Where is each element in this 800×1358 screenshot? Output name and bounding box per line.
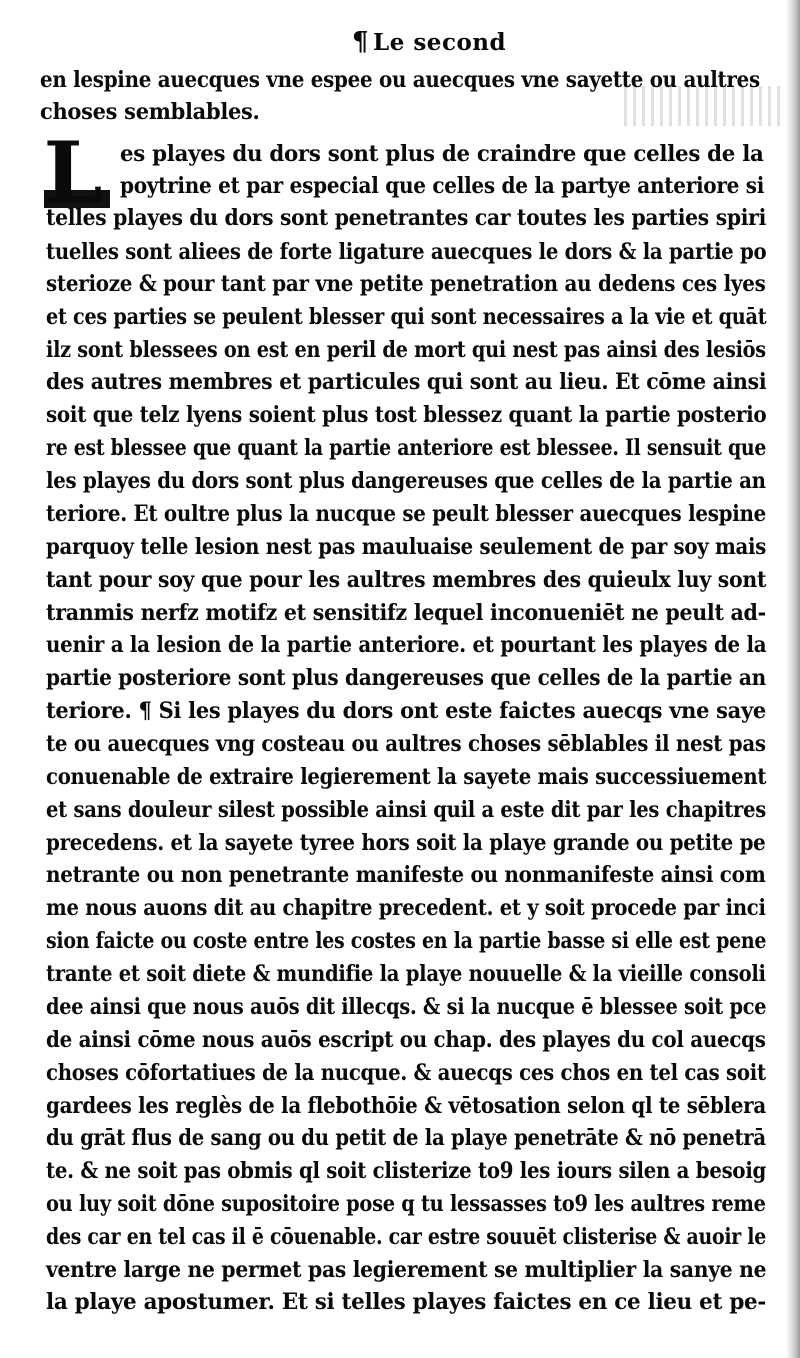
text-line: telles playes du dors sont penetrantes car toutes les parties spiri: [46, 205, 767, 231]
text-line: ilz sont blessees on est en peril de mort qui nest pas ainsi des lesiōs: [46, 337, 766, 363]
text-line: soit que telz lyens soient plus tost blessez quant la partie posterio: [46, 402, 767, 428]
pilcrow-mark: ¶: [352, 27, 370, 57]
text-line: gardees les reglès de la flebothōie & vētosation selon ql te sēblera: [46, 1093, 766, 1119]
text-line: sterioze & pour tant par vne petite penetration au dedens ces lyes: [46, 271, 766, 297]
text-line: te. & ne soit pas obmis ql soit clisterize to9 les iours silen a besoig: [46, 1158, 767, 1184]
text-line: les playes du dors sont plus dangereuses que celles de la partie an: [46, 468, 766, 494]
text-line: precedens. et la sayete tyree hors soit la playe grande ou petite pe: [46, 830, 766, 856]
text-line: du grāt flus de sang ou du petit de la playe penetrāte & nō penetrā: [46, 1125, 766, 1151]
text-line: te ou auecques vng costeau ou aultres choses sēblables il nest pas: [46, 731, 766, 757]
text-line: la playe apostumer. Et si telles playes faictes en ce lieu et pe-: [46, 1289, 767, 1315]
text-line: dee ainsi que nous auōs dit illecqs. & si la nucque ē blessee soit pce: [46, 994, 767, 1020]
text-line: poytrine et par especial que celles de la partye anteriore si: [120, 173, 765, 199]
text-line: partie posteriore sont plus dangereuses que celles de la partie an: [46, 665, 766, 691]
text-line: conuenable de extraire legierement la sayete mais successiuement: [46, 764, 767, 790]
text-line: netrante ou non penetrante manifeste ou nonmanifeste ainsi com: [46, 862, 766, 888]
text-line: des autres membres et particules qui sont au lieu. Et cōme ainsi: [46, 369, 767, 395]
text-line: de ainsi cōme nous auōs escript ou chap. des playes du col auecqs: [46, 1027, 766, 1053]
text-line: ventre large ne permet pas legierement se multiplier la sanye ne: [46, 1257, 767, 1283]
text-line: re est blessee que quant la partie anteriore est blessee. Il sensuit que: [46, 435, 767, 461]
text-line: choses semblables.: [40, 99, 260, 125]
text-line: sion faicte ou coste entre les costes en la partie basse si elle est pene: [46, 928, 767, 954]
text-line: teriore. ¶ Si les playes du dors ont este faictes auecqs vne saye: [46, 698, 766, 724]
text-line: me nous auons dit au chapitre precedent. et y soit procede par inci: [46, 895, 766, 921]
text-line: choses cōfortatiues de la nucque. & auecqs ces chos en tel cas soit: [46, 1060, 766, 1086]
text-line: et ces parties se peulent blesser qui sont necessaires a la vie et quāt: [46, 304, 767, 330]
text-line: teriore. Et oultre plus la nucque se peult blesser auecques lespine: [46, 501, 767, 527]
text-line: tant pour soy que pour les aultres membres des quieulx luy sont: [46, 567, 767, 593]
text-line: des car en tel cas il ē cōuenable. car estre souuēt clisterise & auoir le: [46, 1224, 766, 1250]
running-header: [352, 28, 506, 56]
text-line: ou luy soit dōne supositoire pose q tu lessasses to9 les aultres reme: [46, 1191, 766, 1217]
running-header-title: Le second: [373, 28, 507, 56]
text-line: trante et soit diete & mundifie la playe nouuelle & la vieille consoli: [46, 961, 766, 987]
text-line: parquoy telle lesion nest pas mauluaise seulement de par soy mais: [46, 534, 767, 560]
text-line: es playes du dors sont plus de craindre que celles de la: [120, 141, 764, 167]
text-line: uenir a la lesion de la partie anteriore. et pourtant les playes de la: [46, 632, 767, 658]
drop-capital: L: [43, 123, 103, 222]
text-line: et sans douleur silest possible ainsi quil a este dit par les chapitres: [46, 797, 767, 823]
text-line: en lespine auecques vne espee ou auecques vne sayette ou aultres: [40, 67, 760, 93]
text-line: tranmis nerfz motifz et sensitifz lequel inconueniēt ne peult ad-: [46, 600, 766, 626]
text-line: tuelles sont aliees de forte ligature auecques le dors & la partie po: [46, 239, 767, 265]
page-gutter-shadow: [786, 0, 800, 1358]
